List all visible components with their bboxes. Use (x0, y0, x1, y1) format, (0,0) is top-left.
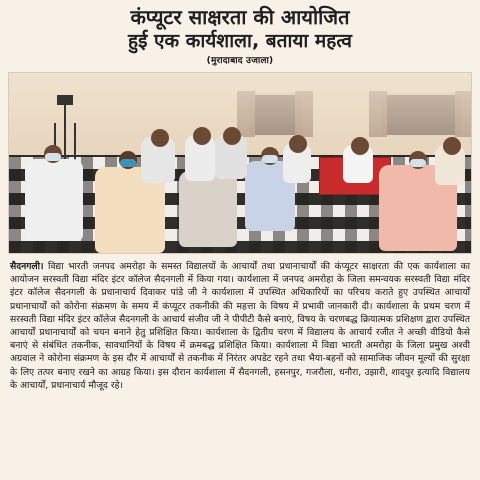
photo-window (379, 93, 463, 137)
photo-curtain (295, 91, 313, 137)
photo-person-head (151, 129, 169, 147)
headline (8, 6, 472, 52)
photo-person-head (223, 127, 241, 145)
photo-mask (262, 155, 278, 163)
photo-person (179, 171, 237, 247)
article-dateline: सैदनगली। (10, 261, 44, 272)
headline-line-2: हुई एक कार्यशाला, बताया महत्व (128, 30, 352, 52)
photo-person-head (289, 135, 307, 153)
article-text: विद्या भारती जनपद अमरोहा के समस्त विद्यालयों के आचार्यों तथा प्रधानाचार्यों की कंप्यूटर साक्षरता की एक कार्यशाला का आयोजन सरस्वती विद्या मंदिर इंटर कॉलेज सैदनगली में किया गया। कार्यशाला में जनपद अमरोहा के जिला समन्वयक सरस्वती विद्या मंदिर इंटर कॉलेज सैदनगली के प्रधानाचार्य दिवाकर पांडे जी ने कार्यशाला में उपस्थित अधिकारियों का परिचय कराते हुए उपस्थित आचार्यों प्रधानाचार्यों को कोरोना संक्रमण के समय में कंप्यूटर तकनीकी की महत्ता के विषय में प्रभावी जानकारी दी। कार्यशाला के प्रथम चरण में सरस्वती विद्या मंदिर इंटर कॉलेज सैदनगली के आचार्य संजीव जी ने पीपीटी कैसे बनाएं, विषय के चरणबद्ध क्रियात्मक प्रशिक्षण द्वारा उपस्थित आचार्यों प्रधानाचार्यों को चयन बनाने हेतु प्रशिक्षित किया। कार्यशाला के द्वितीय चरण में विद्यालय के आचार्य रजीत ने अच्छी वीडियो कैसे बनाएं से संबंधित तकनीक, सावधानियों के विषय में क्रमबद्ध प्रशिक्षित किया। कार्यशाला में विद्या भारती अमरोहा के जिला प्रमुख अश्वी अग्रवाल ने कोरोना संक्रमण के इस दौर में आचार्यों से तकनीक में निरंतर अपडेट रहने तथा भैया-बहनों को सामाजिक जीवन मूल्यों की सुरक्षा के लिए तत्पर बनाए रखने का आग्रह किया। इस दौरान कार्यशाला में सैदनगली, हसनपुर, गजरौला, धनौरा, उझारी, शादपुर इत्यादि विद्यालय के आचार्यों, प्रधानाचार्य मौजूद रहे। (10, 261, 470, 391)
article-body (8, 260, 472, 392)
photo-person-head (193, 127, 211, 145)
photo-mask (120, 159, 136, 167)
photo-curtain (369, 91, 387, 137)
bureau-credit: (मुरादाबाद उजाला) (206, 56, 274, 66)
photo-curtain (455, 91, 472, 137)
workshop-photo (8, 72, 472, 254)
photo-curtain (237, 91, 255, 137)
headline-line-1: कंप्यूटर साक्षरता की आयोजित (130, 5, 350, 29)
photo-mask (410, 159, 426, 167)
photo-mask (45, 153, 61, 161)
photo-person (25, 159, 83, 241)
photo-person-head (351, 137, 369, 155)
photo-person-head (443, 137, 461, 155)
